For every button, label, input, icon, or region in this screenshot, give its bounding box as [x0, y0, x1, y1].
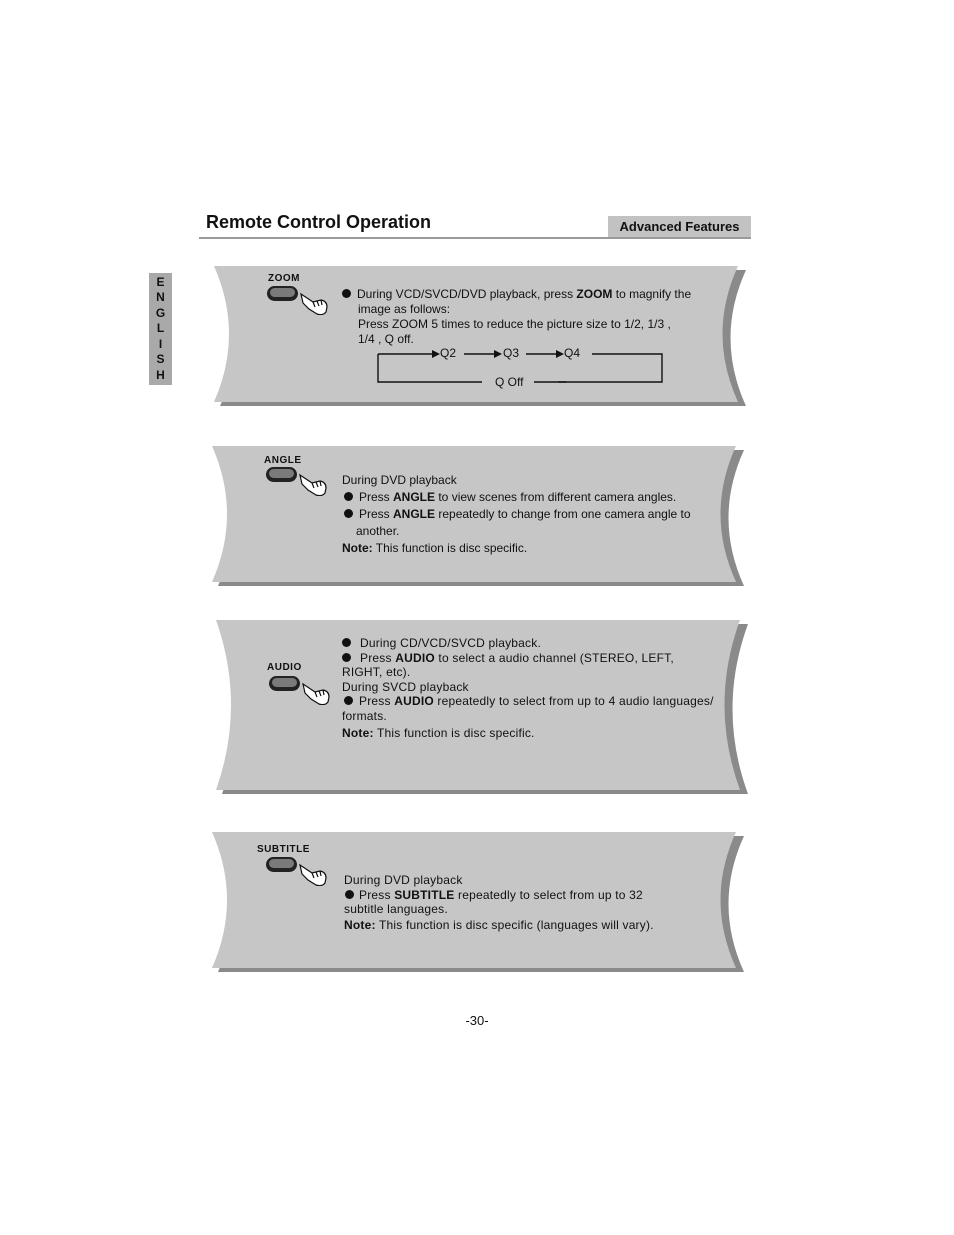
zoom-q3-label: Q3 [503, 346, 520, 360]
text: repeatedly to select from up to 4 audio languages/ [433, 694, 714, 709]
subtitle-button-label: SUBTITLE [257, 844, 310, 855]
text: Press [360, 650, 396, 665]
audio-note [342, 726, 727, 741]
zoom-line-2: image as follows: [358, 302, 451, 316]
zoom-qoff-label: Q Off [495, 375, 524, 389]
subtitle-note [344, 918, 724, 933]
text: repeatedly to select from up to 32 [454, 887, 643, 902]
zoom-button-label: ZOOM [268, 273, 300, 284]
text: Press [359, 694, 395, 709]
subtitle-bullet-1-cont: subtitle languages. [344, 902, 448, 917]
language-letter: N [156, 290, 165, 305]
bullet-icon [344, 509, 353, 518]
audio-bullet-2 [342, 651, 727, 666]
language-tab [149, 273, 172, 385]
bullet-icon [344, 492, 353, 501]
page-number: -30- [465, 1013, 489, 1028]
audio-bullet-3 [342, 694, 727, 709]
audio-description [342, 636, 727, 740]
language-letter: S [156, 352, 165, 367]
bullet-icon [344, 696, 353, 705]
zoom-line-1 [342, 287, 722, 302]
note-label: Note: [342, 541, 373, 555]
zoom-q4-label: Q4 [564, 346, 581, 360]
angle-button-icon[interactable] [264, 466, 330, 496]
zoom-button-icon[interactable] [265, 285, 331, 315]
pointing-hand-icon [301, 294, 327, 315]
audio-bullet-2-cont: RIGHT, etc). [342, 665, 411, 680]
zoom-line-4: 1/4 , Q off. [358, 332, 414, 346]
zoom-description [342, 287, 722, 347]
text-bold: ZOOM [576, 287, 613, 301]
language-letter: L [156, 321, 165, 336]
note-text: This function is disc specific. [372, 541, 528, 555]
text: repeatedly to change from one camera angle to [435, 507, 691, 521]
angle-bullet-1 [342, 489, 722, 506]
note-label: Note: [342, 725, 374, 740]
bullet-icon [345, 890, 354, 899]
note-text: This function is disc specific (languages will vary). [375, 917, 654, 932]
text: to magnify the [612, 287, 692, 301]
text: During CD/VCD/SVCD playback. [360, 636, 541, 650]
angle-note [342, 540, 722, 557]
page-title: Remote Control Operation [206, 212, 432, 232]
text-bold: ANGLE [393, 507, 436, 521]
text: to select a audio channel (STEREO, LEFT, [434, 650, 674, 665]
text-bold: ANGLE [393, 490, 436, 504]
bullet-icon [342, 638, 351, 647]
text-bold: AUDIO [395, 650, 435, 665]
language-letter: E [156, 275, 165, 290]
zoom-q2-label: Q2 [440, 346, 457, 360]
angle-intro: During DVD playback [342, 473, 457, 487]
text: Press [359, 887, 395, 902]
audio-bullet-1 [342, 636, 727, 651]
language-letter: H [156, 367, 165, 382]
text: Press [359, 507, 394, 521]
bullet-icon [342, 653, 351, 662]
text: During VCD/SVCD/DVD playback, press [357, 287, 577, 301]
pointing-hand-icon [303, 684, 329, 705]
audio-bullet-3-cont: formats. [342, 708, 387, 723]
subtitle-button-icon[interactable] [264, 856, 330, 886]
text: to view scenes from different camera angles. [435, 490, 677, 504]
audio-svcd-intro: During SVCD playback [342, 679, 469, 694]
audio-button-label: AUDIO [267, 662, 302, 673]
zoom-line-3: Press ZOOM 5 times to reduce the picture size to 1/2, 1/3 , [358, 317, 671, 331]
audio-button-icon[interactable] [267, 675, 333, 705]
text-bold: AUDIO [394, 694, 434, 709]
note-label: Note: [344, 917, 376, 932]
text: Press [359, 490, 394, 504]
text-bold: SUBTITLE [394, 887, 455, 902]
angle-bullet-2-cont: another. [356, 524, 400, 538]
subtitle-description [344, 873, 724, 932]
subtitle-bullet-1 [344, 888, 724, 903]
angle-description [342, 472, 722, 557]
angle-button-label: ANGLE [264, 455, 302, 466]
title-divider [199, 237, 751, 239]
language-letter: G [155, 305, 166, 320]
note-text: This function is disc specific. [373, 725, 535, 740]
section-tag: Advanced Features [608, 216, 751, 238]
pointing-hand-icon [300, 475, 326, 496]
language-letter: I [158, 336, 163, 351]
subtitle-intro: During DVD playback [344, 873, 463, 887]
pointing-hand-icon [300, 865, 326, 886]
angle-bullet-2 [342, 506, 722, 523]
bullet-icon [342, 289, 351, 298]
